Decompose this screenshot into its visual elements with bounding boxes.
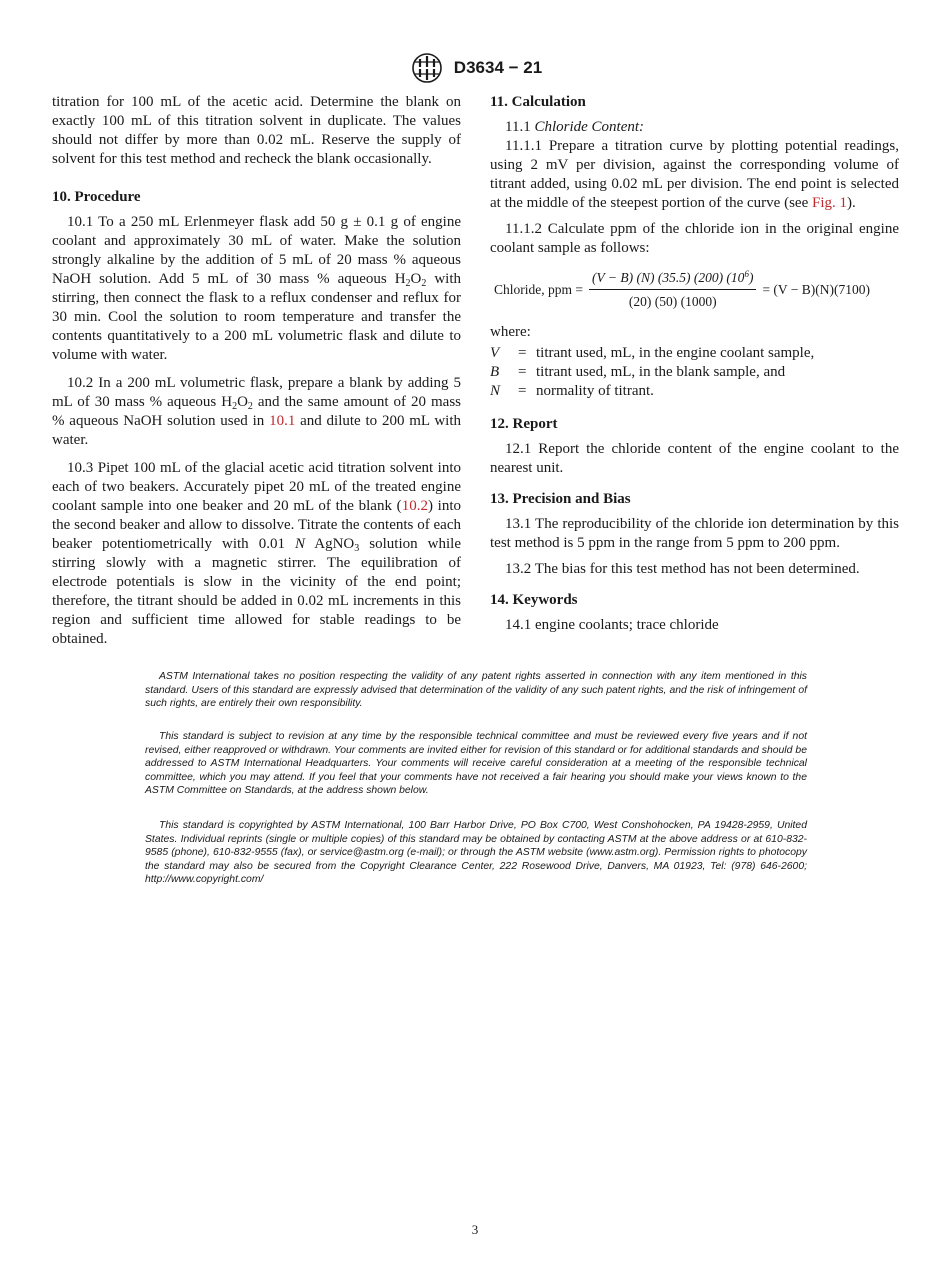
definition-symbol: N bbox=[490, 383, 501, 399]
astm-logo-icon bbox=[408, 52, 446, 84]
formula-numerator: (V − B) (N) (35.5) (200) $(10^6)$ bbox=[589, 268, 756, 290]
h2o2-formula: $H_2O_2$ bbox=[394, 271, 427, 289]
definition-row: B = titrant used, mL, in the blank sample, and bbox=[490, 364, 786, 380]
formula-fraction bbox=[589, 268, 756, 311]
link-10-1[interactable]: 10.1 bbox=[269, 413, 296, 429]
formula-lhs: Chloride, ppm = bbox=[494, 282, 583, 297]
section-14-heading: 14. Keywords bbox=[490, 592, 578, 608]
text-span: and dilute to 200 mL with water. bbox=[52, 413, 461, 448]
definition-symbol: B bbox=[490, 364, 500, 380]
paragraph-14-1: 14.1 engine coolants; trace chloride bbox=[505, 617, 719, 633]
definition-text: normality of titrant. bbox=[536, 383, 654, 399]
link-fig-1[interactable]: Fig. 1 bbox=[811, 195, 847, 211]
copyright-notice: This standard is copyrighted by ASTM International, 100 Barr Harbor Drive, PO Box C700, West Conshohocken, PA 19428-2959, United States. Individual reprints (single or multiple copies) of this standard may be obtained by contacting ASTM at the above address or at 610-832-9585 (phone), 610-832-9555 (fax), or service@astm.org (e-mail); or through the ASTM website (www.astm.org). Permission rights to photocopy the standard may also be secured from the Copyright Clearance Center, 222 Rosewood Drive, Danvers, MA 01923, Tel: (978) 646-2600; http://www.copyright.com/ bbox=[145, 820, 807, 886]
definition-symbol: V bbox=[490, 345, 500, 361]
patent-notice: ASTM International takes no position respecting the validity of any patent rights asserted in connection with any item mentioned in this standard. Users of this standard are expressly advised that determination of the validity of any such patent rights, and the risk of infringement of such rights, are entirely their own responsibility. bbox=[145, 671, 807, 710]
text-span: with stirring, then connect the flask to a reflux condenser and reflux for 30 min. Cool the solution to room temperature and transfer the contents quantitatively to a 200 mL volumetric flask and dilute to volume with water. bbox=[52, 271, 461, 363]
definition-row: V = titrant used, mL, in the engine coolant sample, bbox=[490, 345, 815, 361]
variable-definitions bbox=[490, 344, 899, 401]
left-column bbox=[52, 93, 461, 649]
paragraph-11-1: 11.1 Chloride Content: bbox=[505, 119, 645, 135]
paragraph-11-1-2: 11.1.2 Calculate ppm of the chloride ion in the original engine coolant sample as follows: bbox=[490, 221, 899, 256]
text-span: and the same amount of 20 mass % aqueous NaOH solution used in bbox=[52, 394, 461, 429]
text-span: 10.1 To a 250 mL Erlenmeyer flask add 50 g ± 0.1 g of engine coolant and approximately 30 mL of water. Make the solution strongly alkaline by the addition of 5 mL of 20 mass % aqueous NaOH solution. Add 5 mL of 30 mass % aqueous bbox=[52, 214, 461, 287]
page-header bbox=[0, 52, 950, 84]
text-span: ) into the second beaker and allow to dissolve. Titrate the contents of each beaker potentiometrically with 0.01 bbox=[52, 498, 461, 552]
text-span: 10.3 Pipet 100 mL of the glacial acetic acid titration solvent into each of two beakers. Accurately pipet 20 mL of the treated engine coolant sample into one beaker and 20 mL of the blank ( bbox=[52, 460, 461, 514]
revision-notice: This standard is subject to revision at any time by the responsible technical committee and must be reviewed every five years and if not revised, either reapproved or withdrawn. Your comments are invited either for revision of this standard or for additional standards and should be addressed to ASTM International Headquarters. Your comments will receive careful consideration at a meeting of the responsible technical committee, which you may attend. If you feel that your comments have not received a fair hearing you should make your views known to the ASTM Committee on Standards, at the address shown below. bbox=[145, 731, 807, 797]
intro-paragraph: titration for 100 mL of the acetic acid. Determine the blank on exactly 100 mL of this titration solvent in duplicate. The values should not differ by more than 0.02 mL. Reserve the supply of solvent for this test method and recheck the blank occasionally. bbox=[52, 94, 461, 167]
definition-text: titrant used, mL, in the engine coolant sample, bbox=[536, 345, 815, 361]
h2o2-formula: $H_2O_2$ bbox=[221, 394, 253, 412]
link-10-2[interactable]: 10.2 bbox=[401, 498, 428, 514]
page-number: 3 bbox=[471, 1222, 479, 1237]
paragraph-13-2: 13.2 The bias for this test method has not been determined. bbox=[505, 561, 860, 577]
definition-text: titrant used, mL, in the blank sample, and bbox=[536, 364, 786, 380]
section-12-heading: 12. Report bbox=[490, 416, 558, 432]
section-13-heading: 13. Precision and Bias bbox=[490, 491, 631, 507]
paragraph-10-1 bbox=[52, 213, 461, 365]
right-column bbox=[490, 93, 899, 635]
agno3-formula: AgNO bbox=[305, 536, 355, 552]
paragraph-10-2 bbox=[52, 374, 461, 450]
text-span: solution while stirring slowly with a magnetic stirrer. The equilibration of electrode potentials is slow in the vicinity of the end point; therefore, the titrant should be added in 0.02 mL increments in this region and sufficient time allowed for stable readings to be obtained. bbox=[52, 536, 461, 647]
where-label: where: bbox=[490, 324, 531, 340]
document-id: D3634 − 21 bbox=[453, 58, 543, 77]
paragraph-12-1: 12.1 Report the chloride content of the engine coolant to the nearest unit. bbox=[490, 441, 899, 476]
formula-rhs: = (V − B)(N)(7100) bbox=[762, 282, 871, 297]
section-11-heading: 11. Calculation bbox=[490, 94, 586, 110]
definition-row: N = normality of titrant. bbox=[490, 383, 654, 399]
chloride-formula bbox=[494, 268, 899, 311]
section-10-heading: 10. Procedure bbox=[52, 189, 141, 205]
text-span: 10.2 In a 200 mL volumetric flask, prepare a blank by adding 5 mL of 30 mass % aqueous bbox=[52, 375, 461, 410]
formula-denominator: (20) (50) (1000) bbox=[628, 294, 717, 309]
paragraph-11-1-1: 11.1.1 Prepare a titration curve by plotting potential readings, using 2 mV per division, against the corresponding volume of titrant added, using 0.02 mL per division. The end point is selected at the middle of the steepest portion of the curve (see Fig. 1). bbox=[490, 138, 899, 211]
paragraph-13-1: 13.1 The reproducibility of the chloride ion determination by this test method is 5 ppm in the range from 5 ppm to 200 ppm. bbox=[490, 516, 899, 551]
paragraph-10-3: 10.3 Pipet 100 mL of the glacial acetic acid titration solvent into each of two beakers. Accurately pipet 20 mL of the treated engine coolant sample into one beaker and 20 mL of the blank (10.2) into the second beaker and allow to dissolve. Titrate the contents of each beaker potentiometrically with 0.01 N AgNO$_3$ solution while stirring slowly with a magnetic stirrer. The equilibration of electrode potentials is slow in the vicinity of the end point; therefore, the titrant should be added in 0.02 mL increments in this region and sufficient time allowed for stable readings to be obtained. bbox=[52, 460, 461, 647]
normality-symbol: N bbox=[295, 536, 306, 552]
